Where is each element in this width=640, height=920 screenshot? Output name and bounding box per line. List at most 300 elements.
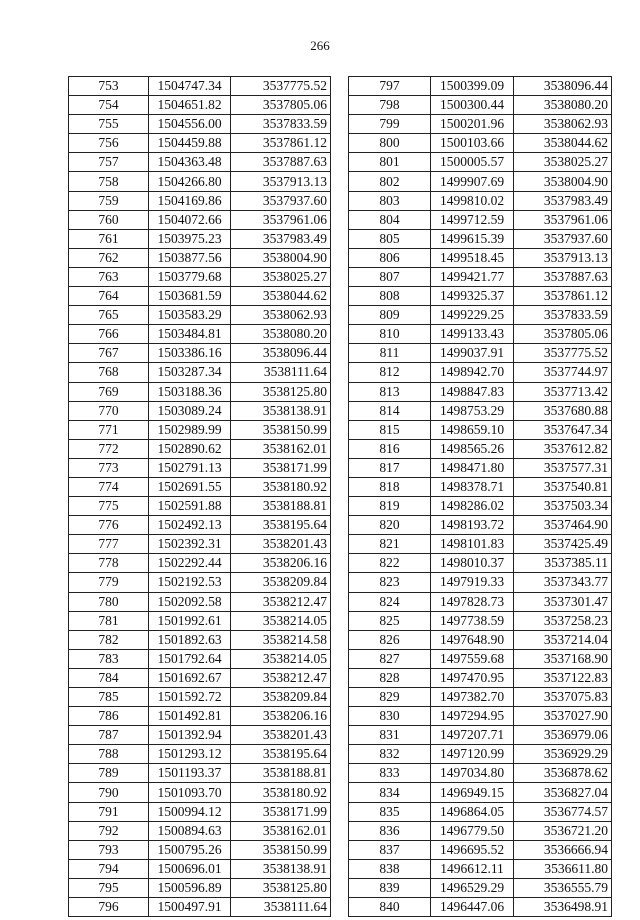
point-number-cell: 767	[69, 344, 149, 363]
x-coordinate-cell: 1498942.70	[431, 363, 514, 382]
x-coordinate-cell: 1501193.37	[149, 764, 231, 783]
y-coordinate-cell: 3538062.93	[231, 306, 331, 325]
x-coordinate-cell: 1498378.71	[431, 477, 514, 496]
y-coordinate-cell: 3538150.99	[231, 840, 331, 859]
x-coordinate-cell: 1501492.81	[149, 707, 231, 726]
point-number-cell: 814	[349, 401, 431, 420]
y-coordinate-cell: 3537464.90	[514, 516, 612, 535]
y-coordinate-cell: 3538214.58	[231, 630, 331, 649]
table-row	[349, 382, 612, 401]
y-coordinate-cell: 3538004.90	[514, 172, 612, 191]
y-coordinate-cell: 3536721.20	[514, 821, 612, 840]
x-coordinate-cell: 1499712.59	[431, 210, 514, 229]
x-coordinate-cell: 1502092.58	[149, 592, 231, 611]
point-number-cell: 826	[349, 630, 431, 649]
point-number-cell: 760	[69, 210, 149, 229]
y-coordinate-cell: 3536611.80	[514, 859, 612, 878]
table-row	[349, 630, 612, 649]
point-number-cell: 768	[69, 363, 149, 382]
x-coordinate-cell: 1498010.37	[431, 554, 514, 573]
y-coordinate-cell: 3538162.01	[231, 439, 331, 458]
x-coordinate-cell: 1504556.00	[149, 115, 231, 134]
y-coordinate-cell: 3538044.62	[231, 287, 331, 306]
point-number-cell: 821	[349, 535, 431, 554]
point-number-cell: 764	[69, 287, 149, 306]
point-number-cell: 804	[349, 210, 431, 229]
x-coordinate-cell: 1498847.83	[431, 382, 514, 401]
y-coordinate-cell: 3538138.91	[231, 401, 331, 420]
y-coordinate-cell: 3538180.92	[231, 477, 331, 496]
y-coordinate-cell: 3537343.77	[514, 573, 612, 592]
point-number-cell: 755	[69, 115, 149, 134]
point-number-cell: 775	[69, 497, 149, 516]
point-number-cell: 771	[69, 420, 149, 439]
y-coordinate-cell: 3538212.47	[231, 592, 331, 611]
x-coordinate-cell: 1500103.66	[431, 134, 514, 153]
x-coordinate-cell: 1500994.12	[149, 802, 231, 821]
table-row	[69, 153, 331, 172]
table-row	[69, 248, 331, 267]
point-number-cell: 777	[69, 535, 149, 554]
table-row	[69, 726, 331, 745]
point-number-cell: 788	[69, 745, 149, 764]
table-row	[349, 535, 612, 554]
y-coordinate-cell: 3537744.97	[514, 363, 612, 382]
y-coordinate-cell: 3537775.52	[231, 77, 331, 96]
y-coordinate-cell: 3537168.90	[514, 649, 612, 668]
y-coordinate-cell: 3537887.63	[514, 267, 612, 286]
y-coordinate-cell: 3537122.83	[514, 668, 612, 687]
point-number-cell: 785	[69, 688, 149, 707]
table-row	[69, 764, 331, 783]
x-coordinate-cell: 1497828.73	[431, 592, 514, 611]
y-coordinate-cell: 3537983.49	[514, 191, 612, 210]
y-coordinate-cell: 3538111.64	[231, 363, 331, 382]
x-coordinate-cell: 1499421.77	[431, 267, 514, 286]
y-coordinate-cell: 3536666.94	[514, 840, 612, 859]
x-coordinate-cell: 1502691.55	[149, 477, 231, 496]
table-row	[349, 573, 612, 592]
point-number-cell: 822	[349, 554, 431, 573]
x-coordinate-cell: 1500795.26	[149, 840, 231, 859]
table-row	[349, 267, 612, 286]
point-number-cell: 810	[349, 325, 431, 344]
table-row	[349, 688, 612, 707]
table-row	[349, 96, 612, 115]
point-number-cell: 774	[69, 477, 149, 496]
x-coordinate-cell: 1500300.44	[431, 96, 514, 115]
point-number-cell: 813	[349, 382, 431, 401]
y-coordinate-cell: 3537214.04	[514, 630, 612, 649]
x-coordinate-cell: 1496447.06	[431, 898, 514, 917]
table-row	[69, 210, 331, 229]
y-coordinate-cell: 3537833.59	[231, 115, 331, 134]
table-row	[69, 306, 331, 325]
y-coordinate-cell: 3536774.57	[514, 802, 612, 821]
point-number-cell: 794	[69, 859, 149, 878]
y-coordinate-cell: 3538212.47	[231, 668, 331, 687]
x-coordinate-cell: 1503583.29	[149, 306, 231, 325]
x-coordinate-cell: 1499133.43	[431, 325, 514, 344]
point-number-cell: 828	[349, 668, 431, 687]
point-number-cell: 806	[349, 248, 431, 267]
x-coordinate-cell: 1497470.95	[431, 668, 514, 687]
y-coordinate-cell: 3537075.83	[514, 688, 612, 707]
x-coordinate-cell: 1499615.39	[431, 229, 514, 248]
table-row	[69, 707, 331, 726]
table-row	[69, 344, 331, 363]
x-coordinate-cell: 1501892.63	[149, 630, 231, 649]
y-coordinate-cell: 3538162.01	[231, 821, 331, 840]
x-coordinate-cell: 1497207.71	[431, 726, 514, 745]
table-row	[349, 649, 612, 668]
table-row	[349, 497, 612, 516]
table-row	[69, 458, 331, 477]
point-number-cell: 783	[69, 649, 149, 668]
table-row	[69, 611, 331, 630]
y-coordinate-cell: 3538209.84	[231, 688, 331, 707]
x-coordinate-cell: 1498471.80	[431, 458, 514, 477]
point-number-cell: 823	[349, 573, 431, 592]
point-number-cell: 795	[69, 878, 149, 897]
y-coordinate-cell: 3537577.31	[514, 458, 612, 477]
x-coordinate-cell: 1503484.81	[149, 325, 231, 344]
table-row	[69, 783, 331, 802]
point-number-cell: 773	[69, 458, 149, 477]
table-row	[349, 898, 612, 917]
x-coordinate-cell: 1497120.99	[431, 745, 514, 764]
table-row	[349, 821, 612, 840]
table-row	[349, 287, 612, 306]
y-coordinate-cell: 3538180.92	[231, 783, 331, 802]
x-coordinate-cell: 1503779.68	[149, 267, 231, 286]
point-number-cell: 780	[69, 592, 149, 611]
point-number-cell: 779	[69, 573, 149, 592]
table-row	[69, 497, 331, 516]
x-coordinate-cell: 1500596.89	[149, 878, 231, 897]
point-number-cell: 815	[349, 420, 431, 439]
table-row	[349, 592, 612, 611]
x-coordinate-cell: 1497919.33	[431, 573, 514, 592]
table-row	[349, 802, 612, 821]
x-coordinate-cell: 1504459.88	[149, 134, 231, 153]
y-coordinate-cell: 3536827.04	[514, 783, 612, 802]
point-number-cell: 782	[69, 630, 149, 649]
table-row	[349, 306, 612, 325]
y-coordinate-cell: 3538062.93	[514, 115, 612, 134]
table-row	[69, 840, 331, 859]
y-coordinate-cell: 3537647.34	[514, 420, 612, 439]
table-row	[69, 535, 331, 554]
y-coordinate-cell: 3536878.62	[514, 764, 612, 783]
y-coordinate-cell: 3537503.34	[514, 497, 612, 516]
x-coordinate-cell: 1499229.25	[431, 306, 514, 325]
table-row	[349, 248, 612, 267]
table-row	[349, 611, 612, 630]
y-coordinate-cell: 3537937.60	[231, 191, 331, 210]
y-coordinate-cell: 3538195.64	[231, 516, 331, 535]
table-row	[349, 134, 612, 153]
table-row	[69, 77, 331, 96]
y-coordinate-cell: 3538096.44	[514, 77, 612, 96]
table-row	[69, 420, 331, 439]
y-coordinate-cell: 3536929.29	[514, 745, 612, 764]
x-coordinate-cell: 1499907.69	[431, 172, 514, 191]
y-coordinate-cell: 3538195.64	[231, 745, 331, 764]
table-row	[69, 688, 331, 707]
y-coordinate-cell: 3538025.27	[514, 153, 612, 172]
table-row	[69, 439, 331, 458]
point-number-cell: 754	[69, 96, 149, 115]
x-coordinate-cell: 1497559.68	[431, 649, 514, 668]
point-number-cell: 807	[349, 267, 431, 286]
x-coordinate-cell: 1501692.67	[149, 668, 231, 687]
y-coordinate-cell: 3537937.60	[514, 229, 612, 248]
x-coordinate-cell: 1499518.45	[431, 248, 514, 267]
x-coordinate-cell: 1500894.63	[149, 821, 231, 840]
table-row	[349, 878, 612, 897]
point-number-cell: 817	[349, 458, 431, 477]
x-coordinate-cell: 1500201.96	[431, 115, 514, 134]
y-coordinate-cell: 3537913.13	[514, 248, 612, 267]
table-row	[69, 668, 331, 687]
x-coordinate-cell: 1504072.66	[149, 210, 231, 229]
table-row	[349, 363, 612, 382]
point-number-cell: 820	[349, 516, 431, 535]
point-number-cell: 784	[69, 668, 149, 687]
x-coordinate-cell: 1501392.94	[149, 726, 231, 745]
y-coordinate-cell: 3537612.82	[514, 439, 612, 458]
point-number-cell: 818	[349, 477, 431, 496]
point-number-cell: 837	[349, 840, 431, 859]
y-coordinate-cell: 3538111.64	[231, 898, 331, 917]
point-number-cell: 812	[349, 363, 431, 382]
y-coordinate-cell: 3537983.49	[231, 229, 331, 248]
x-coordinate-cell: 1502890.62	[149, 439, 231, 458]
y-coordinate-cell: 3538209.84	[231, 573, 331, 592]
y-coordinate-cell: 3538080.20	[514, 96, 612, 115]
x-coordinate-cell: 1502292.44	[149, 554, 231, 573]
y-coordinate-cell: 3538214.05	[231, 611, 331, 630]
x-coordinate-cell: 1498193.72	[431, 516, 514, 535]
y-coordinate-cell: 3537861.12	[231, 134, 331, 153]
point-number-cell: 787	[69, 726, 149, 745]
y-coordinate-cell: 3536498.91	[514, 898, 612, 917]
x-coordinate-cell: 1504169.86	[149, 191, 231, 210]
y-coordinate-cell: 3536555.79	[514, 878, 612, 897]
table-row	[69, 745, 331, 764]
x-coordinate-cell: 1501293.12	[149, 745, 231, 764]
x-coordinate-cell: 1496949.15	[431, 783, 514, 802]
x-coordinate-cell: 1503681.59	[149, 287, 231, 306]
table-row	[69, 172, 331, 191]
table-row	[69, 229, 331, 248]
x-coordinate-cell: 1498565.26	[431, 439, 514, 458]
x-coordinate-cell: 1500399.09	[431, 77, 514, 96]
point-number-cell: 757	[69, 153, 149, 172]
y-coordinate-cell: 3537805.06	[514, 325, 612, 344]
y-coordinate-cell: 3537961.06	[514, 210, 612, 229]
point-number-cell: 830	[349, 707, 431, 726]
point-number-cell: 811	[349, 344, 431, 363]
y-coordinate-cell: 3536979.06	[514, 726, 612, 745]
table-row	[69, 516, 331, 535]
table-row	[349, 210, 612, 229]
y-coordinate-cell: 3538096.44	[231, 344, 331, 363]
y-coordinate-cell: 3538004.90	[231, 248, 331, 267]
x-coordinate-cell: 1499325.37	[431, 287, 514, 306]
point-number-cell: 798	[349, 96, 431, 115]
table-row	[69, 821, 331, 840]
table-row	[349, 726, 612, 745]
table-row	[69, 134, 331, 153]
y-coordinate-cell: 3537833.59	[514, 306, 612, 325]
point-number-cell: 758	[69, 172, 149, 191]
table-row	[69, 363, 331, 382]
point-number-cell: 762	[69, 248, 149, 267]
x-coordinate-cell: 1502492.13	[149, 516, 231, 535]
point-number-cell: 802	[349, 172, 431, 191]
y-coordinate-cell: 3538171.99	[231, 458, 331, 477]
x-coordinate-cell: 1497648.90	[431, 630, 514, 649]
table-row	[349, 115, 612, 134]
y-coordinate-cell: 3537887.63	[231, 153, 331, 172]
point-number-cell: 756	[69, 134, 149, 153]
table-row	[69, 191, 331, 210]
y-coordinate-cell: 3538188.81	[231, 497, 331, 516]
table-row	[349, 859, 612, 878]
table-row	[69, 898, 331, 917]
x-coordinate-cell: 1499037.91	[431, 344, 514, 363]
x-coordinate-cell: 1498753.29	[431, 401, 514, 420]
point-number-cell: 759	[69, 191, 149, 210]
x-coordinate-cell: 1500005.57	[431, 153, 514, 172]
x-coordinate-cell: 1498659.10	[431, 420, 514, 439]
point-number-cell: 790	[69, 783, 149, 802]
x-coordinate-cell: 1502192.53	[149, 573, 231, 592]
y-coordinate-cell: 3537425.49	[514, 535, 612, 554]
table-row	[349, 840, 612, 859]
point-number-cell: 766	[69, 325, 149, 344]
table-row	[69, 96, 331, 115]
x-coordinate-cell: 1502989.99	[149, 420, 231, 439]
table-row	[69, 592, 331, 611]
y-coordinate-cell: 3537027.90	[514, 707, 612, 726]
table-row	[69, 325, 331, 344]
point-number-cell: 834	[349, 783, 431, 802]
x-coordinate-cell: 1501093.70	[149, 783, 231, 802]
coordinate-table-right	[348, 76, 612, 917]
y-coordinate-cell: 3537913.13	[231, 172, 331, 191]
point-number-cell: 808	[349, 287, 431, 306]
table-row	[349, 229, 612, 248]
table-row	[349, 77, 612, 96]
point-number-cell: 778	[69, 554, 149, 573]
x-coordinate-cell: 1497294.95	[431, 707, 514, 726]
x-coordinate-cell: 1504363.48	[149, 153, 231, 172]
x-coordinate-cell: 1496612.11	[431, 859, 514, 878]
x-coordinate-cell: 1502591.88	[149, 497, 231, 516]
x-coordinate-cell: 1504651.82	[149, 96, 231, 115]
y-coordinate-cell: 3538201.43	[231, 726, 331, 745]
y-coordinate-cell: 3538025.27	[231, 267, 331, 286]
x-coordinate-cell: 1503975.23	[149, 229, 231, 248]
table-row	[69, 115, 331, 134]
table-row	[349, 554, 612, 573]
y-coordinate-cell: 3537301.47	[514, 592, 612, 611]
x-coordinate-cell: 1496695.52	[431, 840, 514, 859]
point-number-cell: 824	[349, 592, 431, 611]
y-coordinate-cell: 3538044.62	[514, 134, 612, 153]
point-number-cell: 801	[349, 153, 431, 172]
point-number-cell: 838	[349, 859, 431, 878]
x-coordinate-cell: 1497382.70	[431, 688, 514, 707]
table-row	[349, 477, 612, 496]
x-coordinate-cell: 1496779.50	[431, 821, 514, 840]
x-coordinate-cell: 1503089.24	[149, 401, 231, 420]
y-coordinate-cell: 3538171.99	[231, 802, 331, 821]
table-row	[69, 267, 331, 286]
table-row	[69, 630, 331, 649]
y-coordinate-cell: 3538080.20	[231, 325, 331, 344]
point-number-cell: 765	[69, 306, 149, 325]
table-row	[349, 707, 612, 726]
point-number-cell: 833	[349, 764, 431, 783]
y-coordinate-cell: 3537775.52	[514, 344, 612, 363]
point-number-cell: 835	[349, 802, 431, 821]
point-number-cell: 800	[349, 134, 431, 153]
x-coordinate-cell: 1502791.13	[149, 458, 231, 477]
x-coordinate-cell: 1499810.02	[431, 191, 514, 210]
x-coordinate-cell: 1503877.56	[149, 248, 231, 267]
point-number-cell: 789	[69, 764, 149, 783]
table-row	[349, 668, 612, 687]
table-row	[349, 325, 612, 344]
point-number-cell: 816	[349, 439, 431, 458]
point-number-cell: 796	[69, 898, 149, 917]
table-row	[349, 344, 612, 363]
page-number: 266	[310, 38, 330, 53]
table-row	[69, 878, 331, 897]
point-number-cell: 819	[349, 497, 431, 516]
point-number-cell: 809	[349, 306, 431, 325]
y-coordinate-cell: 3538214.05	[231, 649, 331, 668]
point-number-cell: 763	[69, 267, 149, 286]
table-row	[349, 401, 612, 420]
x-coordinate-cell: 1497738.59	[431, 611, 514, 630]
point-number-cell: 793	[69, 840, 149, 859]
table-row	[69, 649, 331, 668]
point-number-cell: 831	[349, 726, 431, 745]
y-coordinate-cell: 3537961.06	[231, 210, 331, 229]
x-coordinate-cell: 1496864.05	[431, 802, 514, 821]
point-number-cell: 792	[69, 821, 149, 840]
point-number-cell: 836	[349, 821, 431, 840]
point-number-cell: 803	[349, 191, 431, 210]
point-number-cell: 753	[69, 77, 149, 96]
point-number-cell: 839	[349, 878, 431, 897]
x-coordinate-cell: 1501992.61	[149, 611, 231, 630]
table-row	[349, 783, 612, 802]
x-coordinate-cell: 1498101.83	[431, 535, 514, 554]
point-number-cell: 827	[349, 649, 431, 668]
point-number-cell: 799	[349, 115, 431, 134]
y-coordinate-cell: 3538150.99	[231, 420, 331, 439]
x-coordinate-cell: 1502392.31	[149, 535, 231, 554]
table-row	[349, 191, 612, 210]
y-coordinate-cell: 3537680.88	[514, 401, 612, 420]
x-coordinate-cell: 1500696.01	[149, 859, 231, 878]
